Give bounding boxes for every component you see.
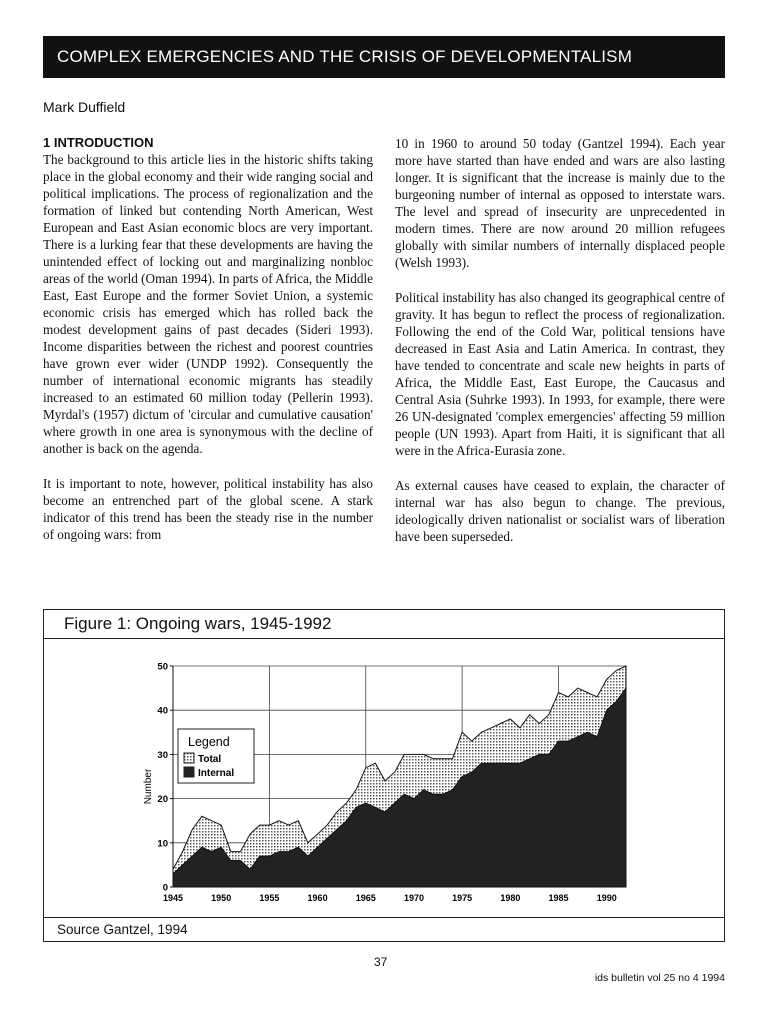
x-tick-label: 1955 bbox=[259, 893, 280, 903]
y-tick-label: 10 bbox=[157, 838, 168, 850]
legend-title: Legend bbox=[188, 735, 230, 749]
article-title: COMPLEX EMERGENCIES AND THE CRISIS OF DEVELOPMENTALISM bbox=[57, 47, 633, 66]
y-tick-label: 40 bbox=[157, 705, 168, 717]
figure-source: Source Gantzel, 1994 bbox=[57, 922, 188, 937]
x-tick-label: 1985 bbox=[548, 893, 569, 903]
y-tick-label: 50 bbox=[157, 661, 168, 673]
section-heading: 1 INTRODUCTION bbox=[43, 135, 154, 150]
legend-label-internal: Internal bbox=[198, 768, 235, 779]
paragraph: Political instability has also changed its geographical centre of gravity. It has begun to reflect the process of regionalization. Following the end of the Cold War, political tensions have decreased in East Asia and Latin America. In contrast, they have tended to concentrate and scale new heights in parts of Africa, the Middle East, East Europe, the Caucasus and Central Asia (Suhrke 1993). In 1993, for example, there were 26 UN-designated 'complex emergencies' affecting 59 million people (UN 1993). Apart from Haiti, it is significant that all were in the Africa-Eurasia zone. bbox=[395, 290, 725, 458]
x-tick-label: 1975 bbox=[452, 893, 473, 903]
paragraph: The background to this article lies in the historic shifts taking place in the global economy and their wide ranging social and political implications. The process of regionalization and the formation of linked but contending North American, West European and East Asian economic blocs are very important. There is a lurking fear that these developments are having the unintended effect of locking out and marginalizing nonbloc areas of the world (Oman 1994). In parts of Africa, the Middle East, East Europe and the former Soviet Union, a systemic economic crisis has emerged which has rolled back the modest development gains of past decades (Sideri 1993). Income disparities between the richest and poorest countries have grown ever wider (UNDP 1992). Consequently the number of international economic migrants has steadily increased to an estimated 60 million today (Pellerin 1993). Myrdal's (1957) dictum of 'circular and cumulative causation' where growth in one area is synonymous with the decline of another is back on the agenda. bbox=[43, 152, 373, 456]
author-name: Mark Duffield bbox=[43, 99, 126, 115]
left-column bbox=[43, 135, 373, 561]
legend-swatch-internal bbox=[184, 767, 194, 777]
ongoing-wars-chart bbox=[43, 639, 725, 917]
y-tick-label: 30 bbox=[157, 749, 168, 761]
y-tick-label: 20 bbox=[157, 794, 168, 806]
figure-divider bbox=[43, 917, 725, 918]
page-number: 37 bbox=[374, 955, 388, 969]
journal-citation: ids bulletin vol 25 no 4 1994 bbox=[594, 972, 725, 984]
paragraph: As external causes have ceased to explain, the character of internal war has also begun to change. The previous, ideologically driven nationalist or socialist wars of liberation have been superseded. bbox=[395, 478, 725, 544]
x-tick-label: 1950 bbox=[211, 893, 232, 903]
legend-swatch-total bbox=[184, 753, 194, 763]
legend bbox=[178, 729, 254, 783]
paragraph: It is important to note, however, political instability has also become an entrenched part of the global scene. A stark indicator of this trend has been the steady rise in the number of ongoing wars: from bbox=[43, 476, 373, 542]
x-tick-label: 1960 bbox=[307, 893, 328, 903]
legend-label-total: Total bbox=[198, 754, 222, 765]
right-column bbox=[395, 135, 725, 563]
x-tick-label: 1990 bbox=[596, 893, 617, 903]
paragraph: 10 in 1960 to around 50 today (Gantzel 1994). Each year more have started than have ended and wars are also lasting longer. It is significant that the increase is mainly due to the burgeoning number of internal as opposed to interstate wars. The level and spread of insecurity are unprecedented in modern times. There are now around 20 million refugees globally with similar numbers of internally displaced people (Welsh 1993). bbox=[395, 136, 725, 270]
figure-title: Figure 1: Ongoing wars, 1945-1992 bbox=[64, 614, 332, 633]
x-tick-label: 1945 bbox=[162, 893, 184, 903]
x-tick-label: 1970 bbox=[403, 893, 424, 903]
y-axis-label: Number bbox=[143, 768, 154, 805]
x-tick-label: 1965 bbox=[355, 893, 376, 903]
x-tick-label: 1980 bbox=[500, 893, 521, 903]
section-header-bar bbox=[43, 36, 725, 78]
y-tick-label: 0 bbox=[162, 882, 168, 894]
